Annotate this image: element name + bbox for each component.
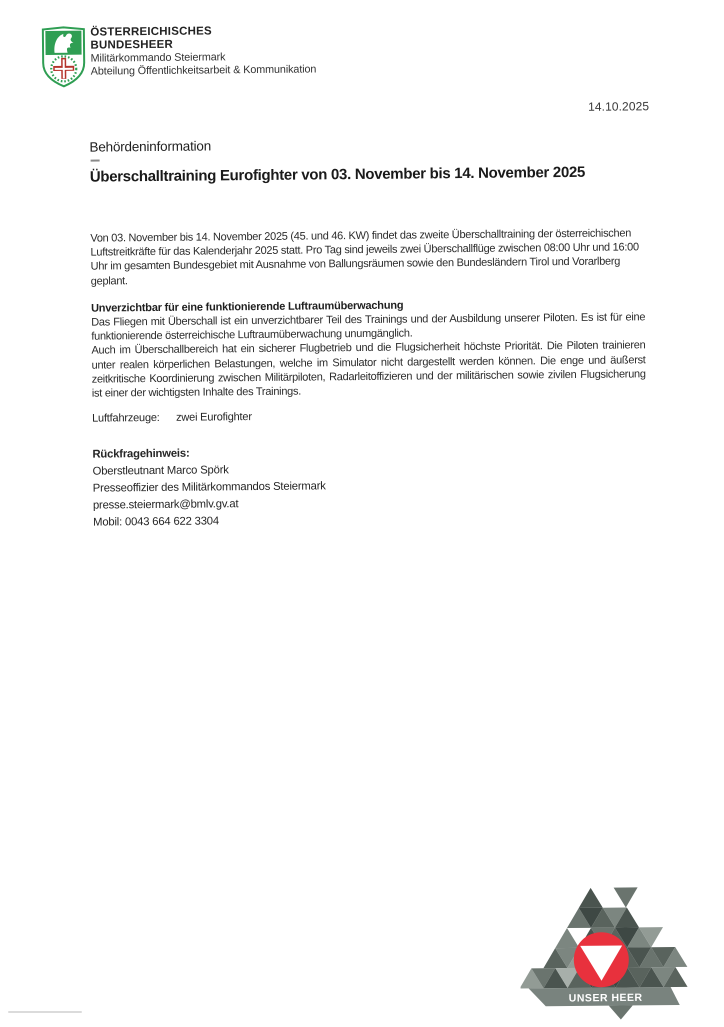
section-paragraph-1: Das Fliegen mit Überschall ist ein unverzichtbarer Teil des Trainings und der Ausbildung unserer Piloten. Es ist für eine funktionierende österreichische Luftraumüberwachung unumgänglich. bbox=[91, 311, 646, 343]
document-body bbox=[89, 134, 647, 532]
contact-phone: Mobil: 0043 664 622 3304 bbox=[93, 515, 220, 529]
org-department: Abteilung Öffentlichkeitsarbeit & Kommunikation bbox=[90, 63, 317, 78]
contact-email: presse.steiermark@bmlv.gv.at bbox=[92, 498, 239, 512]
section-paragraph-2: Auch im Überschallbereich hat ein sicherer Flugbetrieb und die Flugsicherheit höchste Priorität. Die Piloten trainieren unter realen körperlichen Belastungen, welche im Simulator nicht dargestellt werden können. Die enge und äußerst zeitkritische Koordinierung zwischen Militärpiloten, Radarleitoffizieren und der militärischen sowie zivilen Flugsicherung ist einer der wichtigsten Inhalte des Trainings. bbox=[91, 339, 646, 400]
document-title: Überschalltraining Eurofighter von 03. November bis 14. November 2025 bbox=[89, 163, 586, 186]
scan-artifact-line bbox=[8, 1011, 82, 1013]
unser-heer-logo bbox=[520, 883, 693, 1021]
org-name-line2: BUNDESHEER bbox=[90, 38, 174, 52]
document-kicker: Behördeninformation bbox=[89, 138, 212, 155]
contact-heading: Rückfragehinweis: bbox=[92, 447, 190, 461]
intro-paragraph: Von 03. November bis 14. November 2025 (45. und 46. KW) findet das zweite Überschalltraining der österreichischen Luftstreitkräfte für das Kalenderjahr 2025 statt. Pro Tag sind jeweils zwei Überschallflüge zwischen 08:00 Uhr und 16:00 Uhr im gesamten Bundesgebiet mit Ausnahme von Ballungsräumen sowie den Bundesländern Tirol und Vorarlberg geplant. bbox=[90, 227, 639, 288]
aircraft-value: zwei Eurofighter bbox=[176, 411, 252, 425]
letterhead bbox=[90, 24, 316, 78]
document-date: 14.10.2025 bbox=[587, 99, 650, 114]
contact-block bbox=[92, 442, 647, 532]
aircraft-row bbox=[92, 408, 646, 425]
org-command: Militärkommando Steiermark bbox=[90, 51, 226, 65]
bundesheer-crest-icon bbox=[40, 26, 87, 88]
contact-role: Presseoffizier des Militärkommandos Steiermark bbox=[92, 480, 326, 495]
aircraft-label: Luftfahrzeuge: bbox=[92, 412, 160, 425]
unser-heer-label: UNSER HEER bbox=[568, 991, 643, 1005]
section-heading: Unverzichtbar für eine funktionierende Luftraumüberwachung bbox=[90, 299, 404, 315]
contact-name: Oberstleutnant Marco Spörk bbox=[92, 464, 229, 478]
org-name-line1: ÖSTERREICHISCHES bbox=[90, 25, 212, 39]
kicker-dash-rule bbox=[91, 160, 100, 162]
